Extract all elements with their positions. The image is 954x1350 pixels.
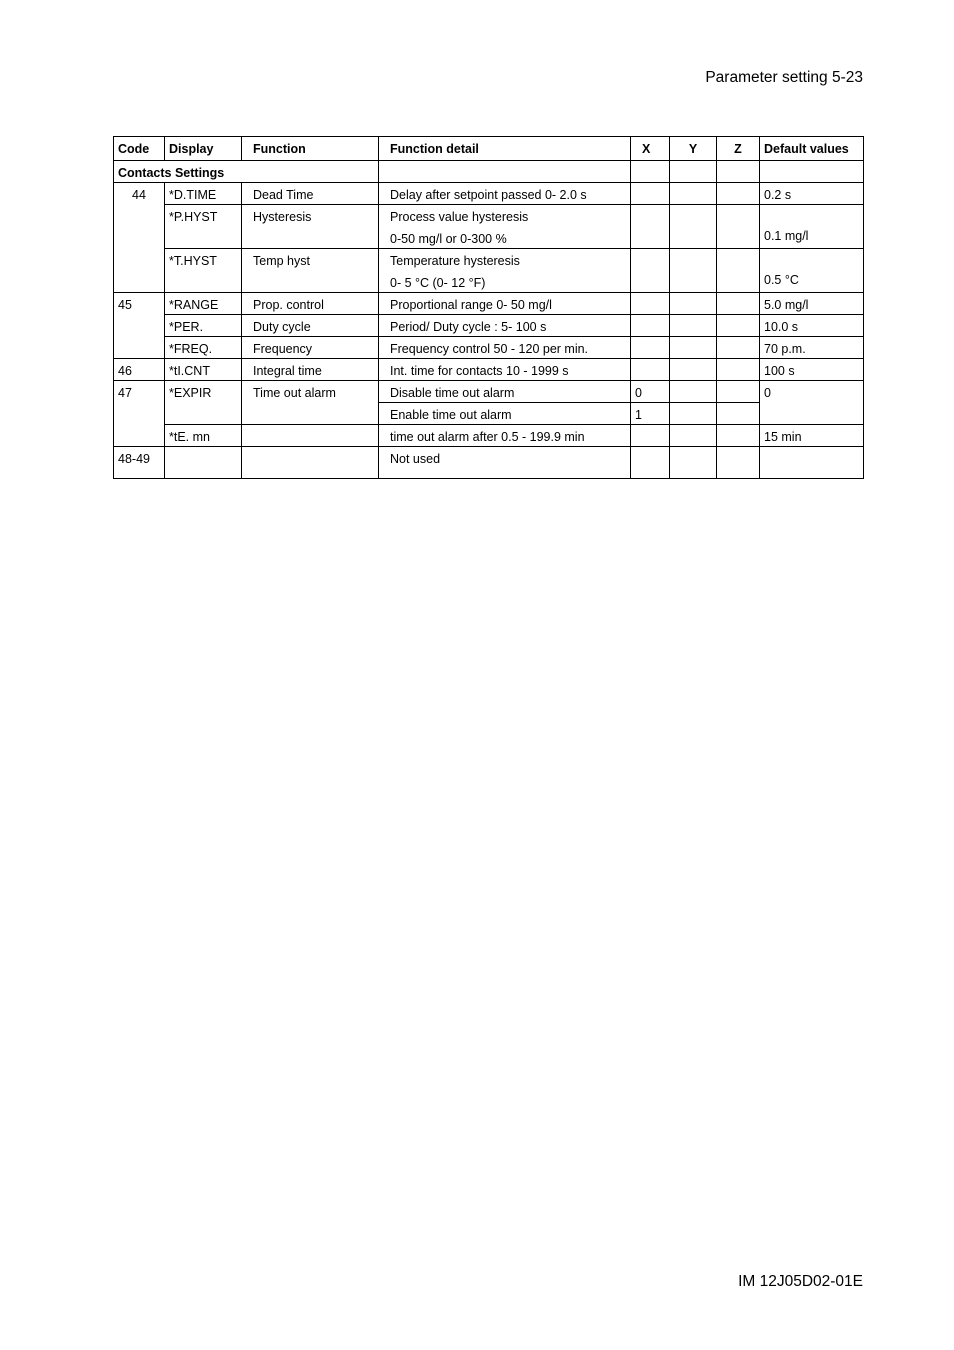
- code-cell: 47: [114, 381, 165, 447]
- detail-cell: Disable time out alarm: [379, 381, 631, 403]
- display-cell: *tE. mn: [165, 425, 242, 447]
- table-header-row: [114, 137, 864, 161]
- table-row: [114, 381, 864, 403]
- display-cell: *FREQ.: [165, 337, 242, 359]
- x-cell: 0: [631, 381, 670, 403]
- detail-cell: Frequency control 50 - 120 per min.: [379, 337, 631, 359]
- function-cell: Time out alarm: [242, 381, 379, 425]
- function-cell: Frequency: [242, 337, 379, 359]
- table-row: [114, 183, 864, 205]
- display-cell: *tI.CNT: [165, 359, 242, 381]
- function-cell: Duty cycle: [242, 315, 379, 337]
- code-cell: 45: [114, 293, 165, 359]
- header-display: Display: [165, 137, 242, 161]
- default-cell: 100 s: [760, 359, 864, 381]
- section-row: [114, 161, 864, 183]
- header-function: Function: [242, 137, 379, 161]
- table-row: [114, 315, 864, 337]
- default-cell: 10.0 s: [760, 315, 864, 337]
- detail-cell: [379, 249, 631, 293]
- code-cell: 44: [114, 183, 165, 293]
- display-cell: *RANGE: [165, 293, 242, 315]
- page-footer: IM 12J05D02-01E: [738, 1273, 863, 1290]
- table-row: [114, 293, 864, 315]
- detail-line-2: 0- 5 °C (0- 12 °F): [390, 276, 486, 290]
- table-row: [114, 249, 864, 293]
- code-cell: 48-49: [114, 447, 165, 479]
- function-cell: Dead Time: [242, 183, 379, 205]
- header-function-detail: Function detail: [379, 137, 631, 161]
- default-cell: 5.0 mg/l: [760, 293, 864, 315]
- default-cell: 0.2 s: [760, 183, 864, 205]
- display-cell: *D.TIME: [165, 183, 242, 205]
- table-row: [114, 205, 864, 249]
- detail-cell: time out alarm after 0.5 - 199.9 min: [379, 425, 631, 447]
- parameter-table: [113, 136, 864, 479]
- function-cell: Integral time: [242, 359, 379, 381]
- header-z: Z: [717, 137, 760, 161]
- table-row: [114, 447, 864, 479]
- table-row: [114, 337, 864, 359]
- detail-cell: [379, 205, 631, 249]
- function-cell: Temp hyst: [242, 249, 379, 293]
- detail-cell: Proportional range 0- 50 mg/l: [379, 293, 631, 315]
- function-cell: Hysteresis: [242, 205, 379, 249]
- detail-line-2: 0-50 mg/l or 0-300 %: [390, 232, 507, 246]
- code-cell: 46: [114, 359, 165, 381]
- default-cell: 70 p.m.: [760, 337, 864, 359]
- display-cell: *EXPIR: [165, 381, 242, 425]
- table-row: [114, 425, 864, 447]
- display-cell: *PER.: [165, 315, 242, 337]
- detail-line-1: Process value hysteresis: [390, 210, 529, 224]
- page-header: Parameter setting 5-23: [705, 69, 863, 86]
- detail-cell: Delay after setpoint passed 0- 2.0 s: [379, 183, 631, 205]
- header-y: Y: [670, 137, 717, 161]
- default-cell: 0.1 mg/l: [760, 205, 864, 249]
- default-cell: 15 min: [760, 425, 864, 447]
- table-row: [114, 359, 864, 381]
- display-cell: *P.HYST: [165, 205, 242, 249]
- detail-cell: Int. time for contacts 10 - 1999 s: [379, 359, 631, 381]
- detail-cell: Enable time out alarm: [379, 403, 631, 425]
- function-cell: Prop. control: [242, 293, 379, 315]
- section-title: Contacts Settings: [114, 161, 379, 183]
- header-code: Code: [114, 137, 165, 161]
- display-cell: *T.HYST: [165, 249, 242, 293]
- default-cell: 0: [760, 381, 864, 425]
- detail-cell: Not used: [379, 447, 631, 479]
- detail-cell: Period/ Duty cycle : 5- 100 s: [379, 315, 631, 337]
- x-cell: 1: [631, 403, 670, 425]
- header-default-values: Default values: [760, 137, 864, 161]
- default-cell: 0.5 °C: [760, 249, 864, 293]
- detail-line-1: Temperature hysteresis: [390, 254, 520, 268]
- header-x: X: [631, 137, 670, 161]
